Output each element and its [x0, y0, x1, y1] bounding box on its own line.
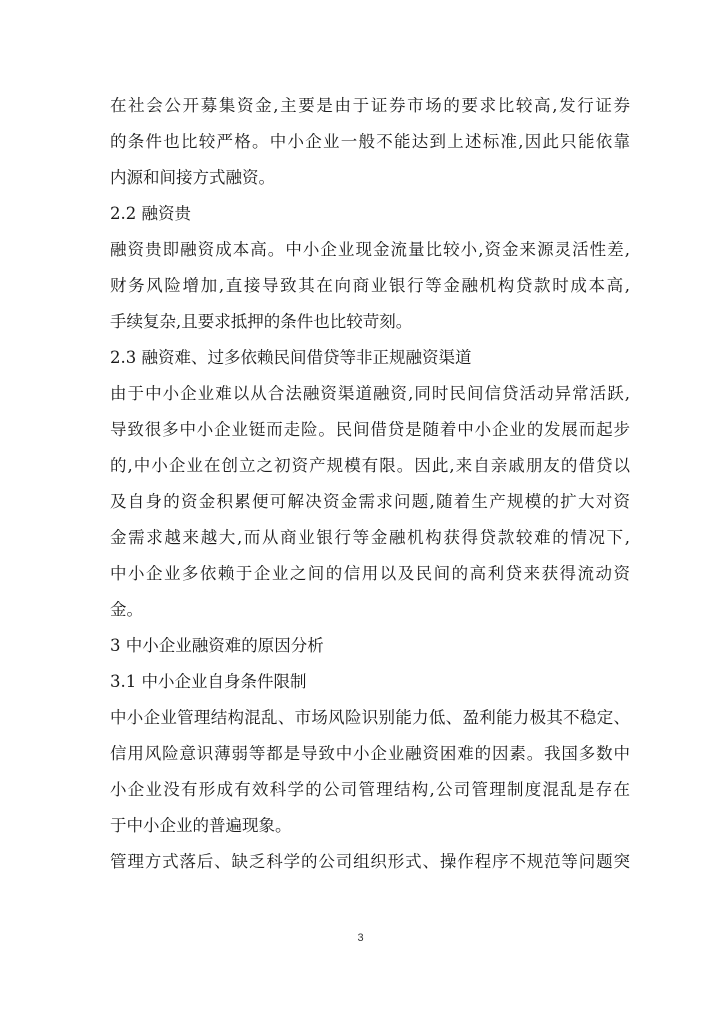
text-line: 导致很多中小企业铤而走险。民间借贷是随着中小企业的发展而起步: [110, 420, 630, 439]
document-body: [110, 88, 630, 880]
text-line: 2.3 融资难、过多依赖民间借贷等非正规融资渠道: [110, 348, 472, 367]
text-line: 2.2 融资贵: [110, 204, 191, 223]
text-line: 手续复杂,且要求抵押的条件也比较苛刻。: [110, 312, 413, 331]
text-line: 管理方式落后、缺乏科学的公司组织形式、操作程序不规范等问题突: [110, 852, 630, 871]
text-line: 内源和间接方式融资。: [110, 168, 275, 187]
text-line: 财务风险增加,直接导致其在向商业银行等金融机构贷款时成本高,: [110, 276, 630, 295]
text-line: 及自身的资金积累便可解决资金需求问题,随着生产规模的扩大对资: [110, 492, 630, 511]
text-line: 金需求越来越大,而从商业银行等金融机构获得贷款较难的情况下,: [110, 528, 630, 547]
text-line: 3.1 中小企业自身条件限制: [110, 672, 307, 691]
text-line: 金。: [110, 600, 143, 619]
page-number: 3: [357, 932, 364, 944]
text-line: 3 中小企业融资难的原因分析: [110, 636, 324, 655]
text-line: 在社会公开募集资金,主要是由于证券市场的要求比较高,发行证券: [110, 96, 630, 115]
text-line: 信用风险意识薄弱等都是导致中小企业融资困难的因素。我国多数中: [110, 744, 630, 763]
text-line: 中小企业多依赖于企业之间的信用以及民间的高利贷来获得流动资: [110, 564, 630, 583]
text-line: 的,中小企业在创立之初资产规模有限。因此,来自亲戚朋友的借贷以: [110, 456, 630, 475]
text-line: 小企业没有形成有效科学的公司管理结构,公司管理制度混乱是存在: [110, 780, 630, 799]
text-line: 中小企业管理结构混乱、市场风险识别能力低、盈利能力极其不稳定、: [110, 708, 630, 727]
text-line: 于中小企业的普遍现象。: [110, 816, 292, 835]
text-line: 由于中小企业难以从合法融资渠道融资,同时民间信贷活动异常活跃,: [110, 384, 630, 403]
text-line: 融资贵即融资成本高。中小企业现金流量比较小,资金来源灵活性差,: [110, 240, 630, 259]
text-line: 的条件也比较严格。中小企业一般不能达到上述标准,因此只能依靠: [110, 132, 630, 151]
